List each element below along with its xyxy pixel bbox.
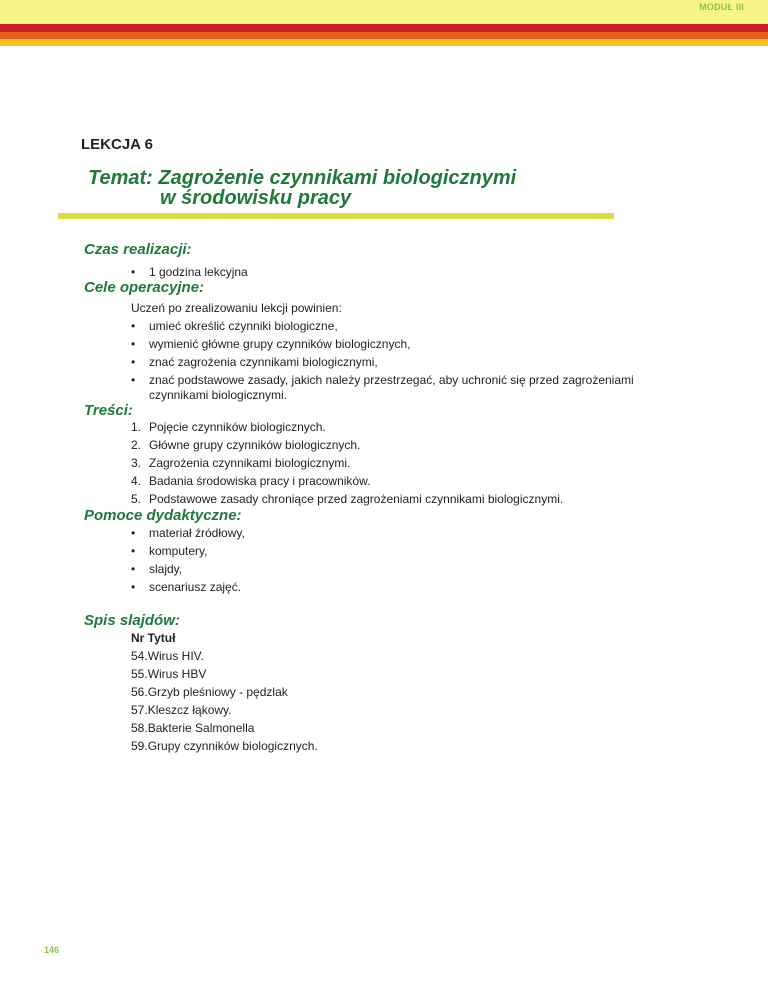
cele-intro: Uczeń po zrealizowaniu lekcji powinien: — [131, 301, 342, 315]
section-heading-tresci: Treści: — [84, 402, 133, 419]
topic-underline — [58, 213, 614, 219]
list-item: • komputery, — [131, 544, 208, 558]
slide-title: Bakterie Salmonella — [147, 721, 255, 735]
header-stripe-red — [0, 24, 768, 32]
section-tresci-list — [131, 418, 563, 508]
list-item: 2. Główne grupy czynników biologicznych. — [131, 438, 361, 452]
topic-line-1: Temat: Zagrożenie czynnikami biologicznymi — [88, 167, 517, 189]
slide-title: Wirus HBV — [147, 667, 207, 681]
slide-title: Grzyb pleśniowy - pędzlak — [147, 685, 288, 699]
slide-item — [131, 647, 318, 665]
list-item: • scenariusz zajęć. — [131, 580, 242, 594]
slide-number: 59. — [131, 739, 148, 753]
topic-line-2: w środowisku pracy — [160, 187, 352, 209]
slide-title: Grupy czynników biologicznych. — [147, 739, 318, 753]
module-label: MODUŁ III — [699, 2, 744, 12]
slides-table-header: Nr Tytuł — [131, 631, 176, 645]
slide-number: 54. — [131, 649, 148, 663]
section-heading-slajdy: Spis slajdów: — [84, 612, 180, 629]
list-item: 4. Badania środowiska pracy i pracowników. — [131, 474, 371, 488]
page-number: 146 — [44, 945, 60, 955]
lesson-title: LEKCJA 6 — [81, 136, 153, 153]
slide-number: 58. — [131, 721, 148, 735]
list-item: • slajdy, — [131, 562, 183, 576]
list-item: • umieć określić czynniki biologiczne, — [131, 319, 338, 333]
section-slajdy-list — [131, 629, 318, 755]
list-item: • 1 godzina lekcyjna — [131, 265, 248, 279]
section-heading-pomoce: Pomoce dydaktyczne: — [84, 507, 242, 524]
slide-item — [131, 665, 318, 683]
slide-title: Kleszcz łąkowy. — [147, 703, 232, 717]
list-item: • znać podstawowe zasady, jakich należy przestrzegać, aby uchronić się przed zagrożeniami czynnikami biologicznymi. — [131, 373, 634, 402]
slide-item — [131, 683, 318, 701]
section-pomoce-list — [131, 524, 245, 596]
list-item: 1. Pojęcie czynników biologicznych. — [131, 420, 326, 434]
slide-number: 56. — [131, 685, 148, 699]
slide-title: Wirus HIV. — [147, 649, 204, 663]
slide-item — [131, 719, 318, 737]
list-item: • znać zagrożenia czynnikami biologicznymi, — [131, 355, 378, 369]
header-stripe-orange — [0, 32, 768, 39]
header-stripe-yellow — [0, 39, 768, 46]
topic-heading — [88, 168, 516, 208]
section-cele-list — [131, 299, 691, 403]
slide-number: 55. — [131, 667, 148, 681]
section-heading-czas: Czas realizacji: — [84, 241, 192, 258]
slide-item — [131, 701, 318, 719]
section-heading-cele: Cele operacyjne: — [84, 279, 205, 296]
slide-item — [131, 737, 318, 755]
list-item: • wymienić główne grupy czynników biologicznych, — [131, 337, 411, 351]
list-item: • materiał źródłowy, — [131, 526, 245, 540]
list-item: 5. Podstawowe zasady chroniące przed zagrożeniami czynnikami biologicznymi. — [131, 492, 564, 506]
slide-number: 57. — [131, 703, 148, 717]
list-item: 3. Zagrożenia czynnikami biologicznymi. — [131, 456, 351, 470]
